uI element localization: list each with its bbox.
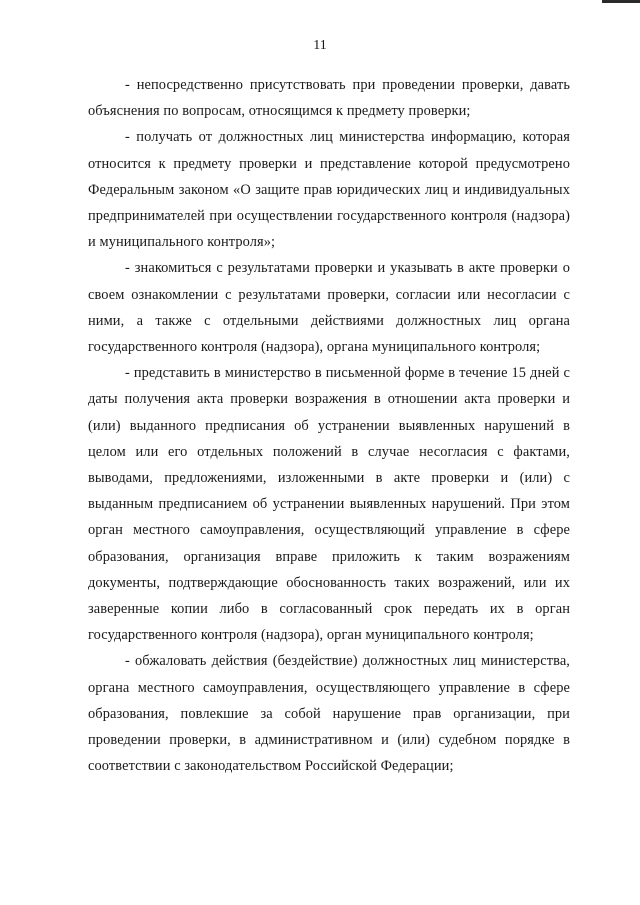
- paragraph: - получать от должностных лиц министерства информацию, которая относится к предмету проверки и представление которой предусмотрено Федеральным законом «О защите прав юридических лиц и индивидуальных предпринимателей при осуществлении государственного контроля (надзора) и муниципального контроля»;: [88, 129, 570, 251]
- page-number: 11: [313, 38, 327, 53]
- document-body: [88, 72, 570, 779]
- paragraph: - представить в министерство в письменной форме в течение 15 дней с даты получения акта проверки возражения в отношении акта проверки и (или) выданного предписания об устранении выявленных нарушений в целом или его отдельных положений в случае несогласия с фактами, выводами, предложениями, изложенными в акте проверки и (или) с выданным предписанием об устранении выявленных нарушений. При этом орган местного самоуправления, осуществляющий управление в сфере образования, организация вправе приложить к таким возражениям документы, подтверждающие обоснованность таких возражений, или их заверенные копии либо в согласованный срок передать их в орган государственного контроля (надзора), орган муниципального контроля;: [88, 365, 570, 644]
- paragraph: - знакомиться с результатами проверки и указывать в акте проверки о своем ознакомлении с результатами проверки, согласии или несогласии с ними, а также с отдельными действиями должностных лиц органа государственного контроля (надзора), органа муниципального контроля;: [88, 260, 570, 356]
- paragraph: - непосредственно присутствовать при проведении проверки, давать объяснения по вопросам, относящимся к предмету проверки;: [88, 77, 570, 120]
- scan-edge-mark: [602, 0, 640, 3]
- paragraph: - обжаловать действия (бездействие) должностных лиц министерства, органа местного самоуправления, осуществляющего управление в сфере образования, повлекшие за собой нарушение прав организации, при проведении проверки, в административном и (или) судебном порядке в соответствии с законодательством Российской Федерации;: [88, 653, 570, 775]
